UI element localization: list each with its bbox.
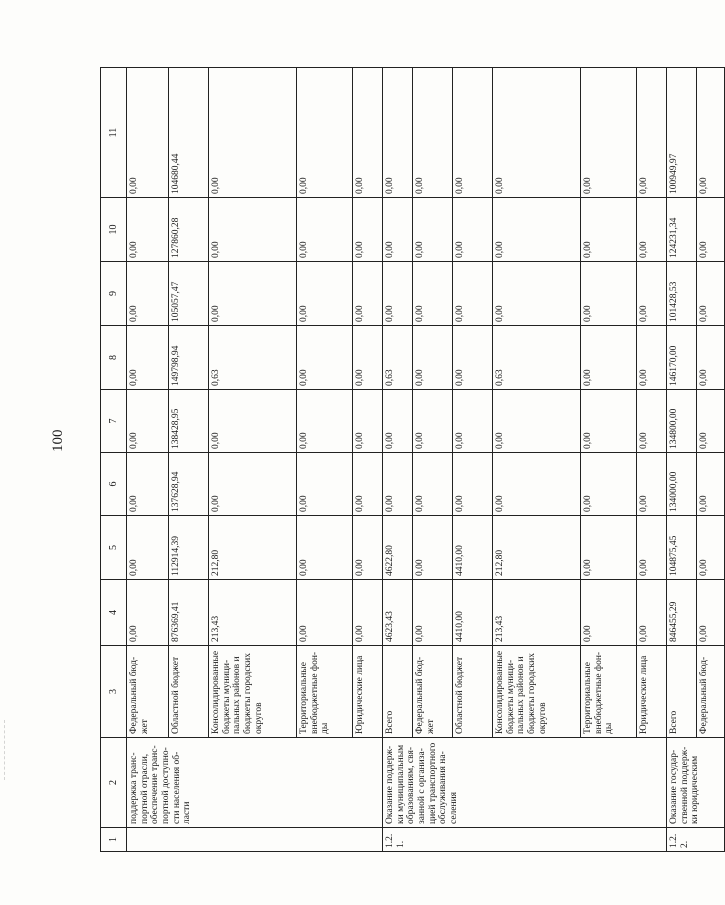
value-cell: 0,00 (353, 516, 383, 580)
value-cell: 0,00 (297, 326, 353, 390)
value-cell: 0,00 (127, 453, 169, 516)
value-cell: 0,00 (209, 68, 297, 198)
item-name-cell: Оказание поддерж-ки муниципальным образованиям, свя-занной с организа-цией транспортного обслуживания на-селения (383, 738, 667, 828)
table-row (453, 68, 493, 852)
value-cell: 0,00 (453, 262, 493, 326)
value-cell: 0,00 (297, 580, 353, 646)
value-cell: 0,00 (209, 453, 297, 516)
table-row (353, 68, 383, 852)
value-cell: 0,00 (127, 390, 169, 453)
funding-source-cell: Федеральный бюд-жет (127, 646, 169, 738)
value-cell: 0,00 (697, 516, 725, 580)
value-cell: 0,00 (127, 262, 169, 326)
table-row (383, 68, 413, 852)
value-cell: 0,00 (297, 516, 353, 580)
value-cell: 149798,94 (169, 326, 209, 390)
value-cell: 0,00 (353, 262, 383, 326)
value-cell: 0,00 (127, 326, 169, 390)
value-cell: 0,00 (637, 198, 667, 262)
value-cell: 134000,00 (667, 453, 697, 516)
value-cell: 0,00 (453, 68, 493, 198)
value-cell: 0,63 (209, 326, 297, 390)
budget-table (100, 67, 725, 852)
funding-source-cell: Федеральный бюд-жет (413, 646, 453, 738)
scan-artifact (4, 720, 13, 780)
value-cell: 0,00 (697, 262, 725, 326)
page-number: 100 (50, 429, 66, 452)
funding-source-cell: Всего (383, 646, 413, 738)
value-cell: 0,00 (581, 516, 637, 580)
value-cell: 0,00 (697, 580, 725, 646)
table-row (581, 68, 637, 852)
value-cell: 0,00 (697, 326, 725, 390)
funding-source-cell: Юридические лица (353, 646, 383, 738)
item-name-cell: Оказание государ-ственной поддерж-ки юридическим (667, 738, 725, 828)
item-number-cell: 1.2.2. (667, 828, 725, 852)
funding-source-cell: Территориальные внебюджетные фон-ды (297, 646, 353, 738)
value-cell: 0,00 (383, 262, 413, 326)
value-cell: 0,00 (453, 390, 493, 453)
value-cell: 138428,95 (169, 390, 209, 453)
value-cell: 0,00 (453, 198, 493, 262)
value-cell: 0,00 (127, 68, 169, 198)
value-cell: 0,00 (413, 262, 453, 326)
value-cell: 213,43 (493, 580, 581, 646)
value-cell: 0,00 (127, 516, 169, 580)
header-cell: 7 (101, 390, 127, 453)
value-cell: 0,00 (353, 453, 383, 516)
table-row (297, 68, 353, 852)
value-cell: 0,00 (209, 262, 297, 326)
value-cell: 0,00 (581, 326, 637, 390)
table-row (127, 68, 169, 852)
header-cell: 2 (101, 738, 127, 828)
value-cell: 0,00 (297, 68, 353, 198)
value-cell: 4622,80 (383, 516, 413, 580)
value-cell: 0,00 (127, 580, 169, 646)
header-cell: 5 (101, 516, 127, 580)
funding-source-cell: Юридические лица (637, 646, 667, 738)
value-cell: 0,00 (297, 262, 353, 326)
value-cell: 0,00 (697, 390, 725, 453)
table-row (637, 68, 667, 852)
value-cell: 0,00 (697, 453, 725, 516)
funding-source-cell: Консолидированные бюджеты муници-пальных районов и бюджеты городских округов (493, 646, 581, 738)
value-cell: 4623,43 (383, 580, 413, 646)
value-cell: 4410,00 (453, 516, 493, 580)
value-cell: 0,00 (413, 580, 453, 646)
value-cell: 212,80 (209, 516, 297, 580)
value-cell: 0,00 (697, 198, 725, 262)
header-cell: 9 (101, 262, 127, 326)
value-cell: 0,00 (637, 390, 667, 453)
value-cell: 101428,53 (667, 262, 697, 326)
header-cell: 6 (101, 453, 127, 516)
value-cell: 0,63 (383, 326, 413, 390)
value-cell: 4410,00 (453, 580, 493, 646)
value-cell: 105057,47 (169, 262, 209, 326)
value-cell: 0,00 (453, 453, 493, 516)
value-cell: 846455,29 (667, 580, 697, 646)
value-cell: 112914,39 (169, 516, 209, 580)
value-cell: 0,00 (209, 390, 297, 453)
value-cell: 213,43 (209, 580, 297, 646)
value-cell: 876369,41 (169, 580, 209, 646)
value-cell: 0,00 (581, 198, 637, 262)
rotated-table-container (100, 68, 709, 852)
value-cell: 100949,97 (667, 68, 697, 198)
value-cell: 0,00 (581, 580, 637, 646)
value-cell: 0,00 (637, 326, 667, 390)
value-cell: 0,00 (637, 516, 667, 580)
value-cell: 0,00 (493, 68, 581, 198)
value-cell: 0,00 (637, 580, 667, 646)
funding-source-cell: Территориальные внебюджетные фон-ды (581, 646, 637, 738)
value-cell: 0,00 (697, 68, 725, 198)
table-row (413, 68, 453, 852)
value-cell: 0,00 (413, 390, 453, 453)
value-cell: 0,00 (383, 453, 413, 516)
value-cell: 0,00 (383, 68, 413, 198)
value-cell: 0,00 (581, 68, 637, 198)
value-cell: 0,00 (353, 326, 383, 390)
item-number-cell (127, 828, 383, 852)
value-cell: 0,00 (493, 262, 581, 326)
value-cell: 0,00 (413, 453, 453, 516)
header-row (101, 68, 127, 852)
value-cell: 0,00 (413, 198, 453, 262)
value-cell: 134800,00 (667, 390, 697, 453)
header-cell: 3 (101, 646, 127, 738)
item-number-cell: 1.2.1. (383, 828, 667, 852)
header-cell: 11 (101, 68, 127, 198)
funding-source-cell: Федеральный бюд- (697, 646, 725, 738)
value-cell: 0,00 (127, 198, 169, 262)
value-cell: 0,00 (413, 516, 453, 580)
value-cell: 0,00 (493, 453, 581, 516)
header-cell: 4 (101, 580, 127, 646)
value-cell: 0,00 (493, 390, 581, 453)
table-row (209, 68, 297, 852)
value-cell: 0,00 (581, 262, 637, 326)
funding-source-cell: Областной бюджет (169, 646, 209, 738)
value-cell: 0,00 (637, 453, 667, 516)
value-cell: 104875,45 (667, 516, 697, 580)
value-cell: 0,00 (413, 68, 453, 198)
table-row (667, 68, 697, 852)
item-name-cell: поддержка транс-портной отрасли, обеспечение транс-портной доступно-сти населения об-ласти (127, 738, 383, 828)
funding-source-cell: Консолидированные бюджеты муници-пальных районов и бюджеты городских округов (209, 646, 297, 738)
header-cell: 10 (101, 198, 127, 262)
value-cell: 127860,28 (169, 198, 209, 262)
value-cell: 0,00 (637, 68, 667, 198)
value-cell: 137628,94 (169, 453, 209, 516)
value-cell: 0,00 (209, 198, 297, 262)
value-cell: 0,00 (353, 198, 383, 262)
table-row (697, 68, 725, 852)
value-cell: 0,00 (383, 390, 413, 453)
value-cell: 0,00 (413, 326, 453, 390)
value-cell: 0,00 (297, 390, 353, 453)
value-cell: 0,00 (581, 390, 637, 453)
value-cell: 0,00 (493, 198, 581, 262)
value-cell: 104680,44 (169, 68, 209, 198)
value-cell: 0,00 (453, 326, 493, 390)
value-cell: 0,00 (637, 262, 667, 326)
value-cell: 146170,00 (667, 326, 697, 390)
header-cell: 1 (101, 828, 127, 852)
header-cell: 8 (101, 326, 127, 390)
table-row (493, 68, 581, 852)
funding-source-cell: Всего (667, 646, 697, 738)
table-row (169, 68, 209, 852)
value-cell: 0,63 (493, 326, 581, 390)
value-cell: 0,00 (297, 198, 353, 262)
value-cell: 0,00 (353, 68, 383, 198)
funding-source-cell: Областной бюджет (453, 646, 493, 738)
value-cell: 0,00 (353, 390, 383, 453)
value-cell: 0,00 (297, 453, 353, 516)
value-cell: 0,00 (383, 198, 413, 262)
value-cell: 212,80 (493, 516, 581, 580)
value-cell: 124231,34 (667, 198, 697, 262)
value-cell: 0,00 (353, 580, 383, 646)
value-cell: 0,00 (581, 453, 637, 516)
